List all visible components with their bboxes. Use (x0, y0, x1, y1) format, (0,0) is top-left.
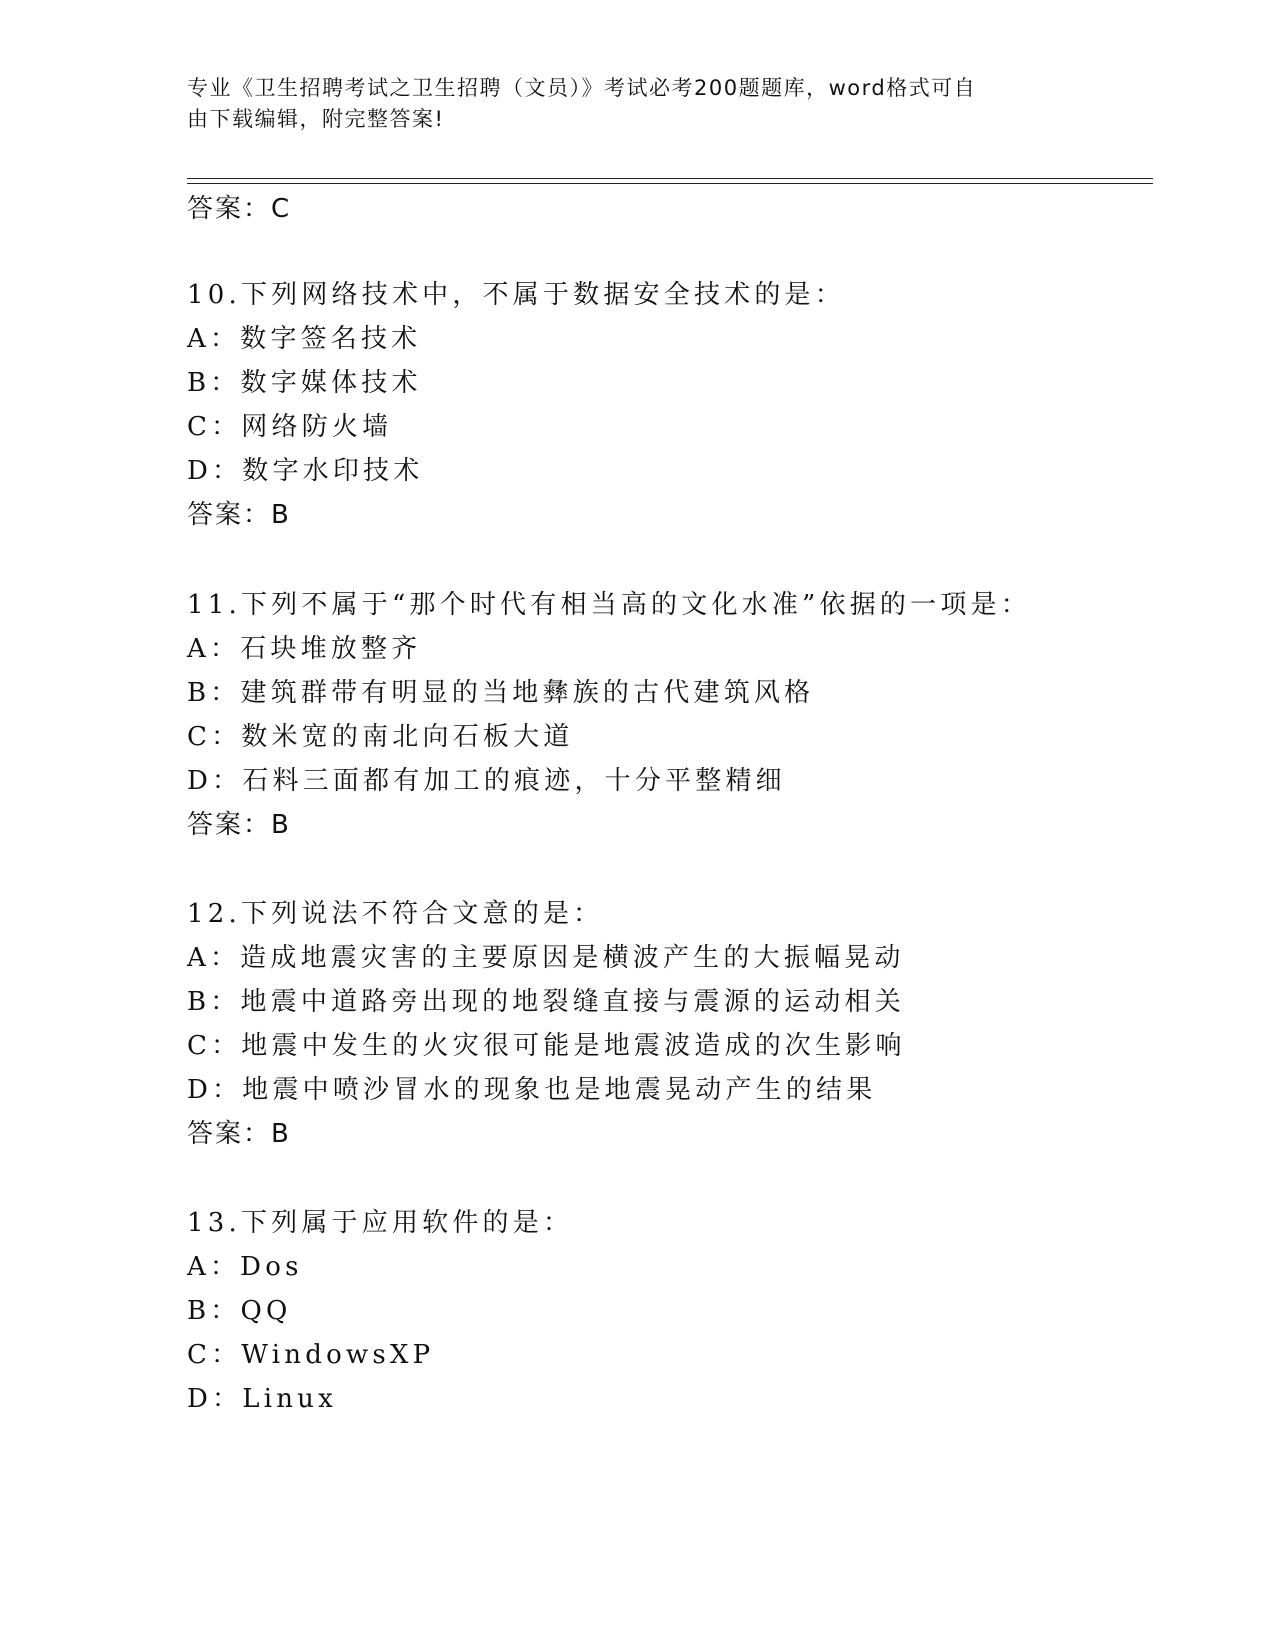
question-10-stem: 10.下列网络技术中，不属于数据安全技术的是： (187, 280, 845, 310)
question-10-option-d: D：数字水印技术 (187, 456, 424, 486)
question-12-stem: 12.下列说法不符合文意的是： (187, 899, 604, 929)
question-11-answer: 答案：B (187, 810, 291, 840)
question-10-option-b: B：数字媒体技术 (187, 368, 422, 398)
header-line-1: 专业《卫生招聘考试之卫生招聘（文员）》考试必考200题题库，word格式可自 (187, 76, 977, 100)
question-10-option-a: A：数字签名技术 (187, 324, 422, 354)
question-12-option-d: D：地震中喷沙冒水的现象也是地震晃动产生的结果 (187, 1075, 877, 1105)
header-divider-bottom (187, 183, 1153, 184)
question-11-option-a: A：石块堆放整齐 (187, 634, 422, 664)
question-13-option-c: C：WindowsXP (187, 1340, 435, 1370)
question-11-option-b: B：建筑群带有明显的当地彝族的古代建筑风格 (187, 678, 815, 708)
question-12-option-b: B：地震中道路旁出现的地裂缝直接与震源的运动相关 (187, 987, 905, 1017)
question-13-stem: 13.下列属于应用软件的是： (187, 1208, 574, 1238)
header-line-2: 由下载编辑，附完整答案! (187, 107, 445, 131)
question-12-option-a: A：造成地震灾害的主要原因是横波产生的大振幅晃动 (187, 943, 905, 973)
question-13-option-a: A：Dos (187, 1252, 303, 1282)
question-10-answer: 答案：B (187, 500, 291, 530)
question-12-answer: 答案：B (187, 1119, 291, 1149)
question-13-option-b: B：QQ (187, 1296, 292, 1326)
header-divider-top (187, 178, 1153, 179)
question-11-option-d: D：石料三面都有加工的痕迹，十分平整精细 (187, 766, 786, 796)
question-10-option-c: C：网络防火墙 (187, 412, 393, 442)
document-header (187, 73, 1087, 135)
question-11-option-c: C：数米宽的南北向石板大道 (187, 722, 574, 752)
answer-previous: 答案：C (187, 194, 292, 224)
question-11-stem: 11.下列不属于“那个时代有相当高的文化水准”依据的一项是： (187, 590, 1031, 620)
question-12-option-c: C：地震中发生的火灾很可能是地震波造成的次生影响 (187, 1031, 906, 1061)
question-13-option-d: D：Linux (187, 1384, 337, 1414)
